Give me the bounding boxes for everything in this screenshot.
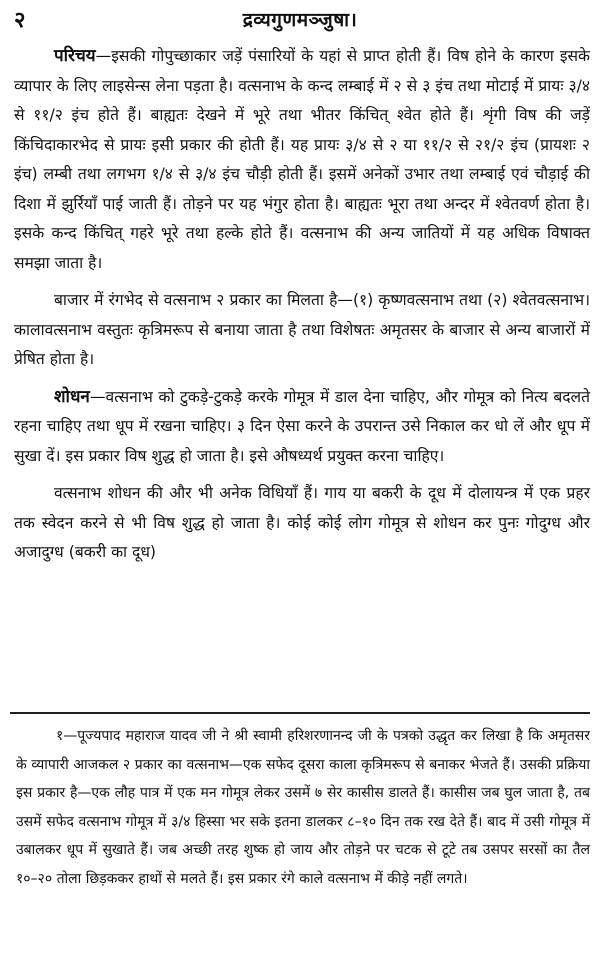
paragraph-other-methods xyxy=(14,479,590,568)
main-text xyxy=(14,42,590,576)
paragraph-text: वत्सनाभ शोधन की और भी अनेक विधियाँ हैं। गाय या बकरी के दूध में दोलायन्त्र में एक प्रहर तक स्वेदन करने से भी विष शुद्ध हो जाता है। कोई कोई लोग गोमूत्र से शोधन कर पुनः गोदुग्ध और अजादुग्ध (बकरी का दूध) xyxy=(14,484,590,561)
paragraph-market-varieties xyxy=(14,286,590,375)
footnote-text: १—पूज्यपाद महाराज यादव जी ने श्री स्वामी हरिशरणानन्द जी के पत्रको उद्धृत कर लिखा है कि अमृतसर के व्यापारी आजकल २ प्रकार का वत्सनाभ—एक सफेद दूसरा काला कृत्रिमरूप से बनाकर भेजते हैं। उसकी प्रक्रिया इस प्रकार है—एक लौह पात्र में एक मन गोमूत्र लेकर उसमें ७ सेर कासीस डालते हैं। कासीस जब घुल जाता है, तब उसमें सफेद वत्सनाभ गोमूत्र में ३/४ हिस्सा भर सके इतना डालकर ८–१० दिन तक रख देते हैं। बाद में उसी गोमूत्र में उबालकर धूप में सुखाते हैं। जब अच्छी तरह शुष्क हो जाय और तोड़ने पर चटक से टूटे तब उसपर सरसों का तैल १०–२० तोला छिड़ककर हाथों से मलते हैं। इस प्रकार रंगे काले वत्सनाभ में कीड़े नहीं लगते। xyxy=(16,728,590,887)
page-number: २ xyxy=(14,8,26,33)
running-title: द्रव्यगुणमञ्जुषा। xyxy=(242,9,358,31)
paragraph-purification xyxy=(14,383,590,472)
paragraph-text: —इसकी गोपुच्छाकार जड़ें पंसारियों के यहां से प्राप्त होती हैं। विष होने के कारण इसके व्यापार के लिए लाइसेन्स लेना पड़ता है। वत्सनाभ के कन्द लम्बाई में २ से ३ इंच तथा मोटाई में प्रायः ३/४ से ११/२ इंच होते हैं। बाह्यतः देखने में भूरे तथा भीतर किंचित् श्वेत होते हैं। शृंगी विष की जड़ें किंचिदाकारभेद से प्रायः इसी प्रकार की होती हैं। यह प्रायः ३/४ से २ या ११/२ से २१/२ इंच (प्रायशः २ इंच) लम्बी तथा लगभग १/४ से ३/४ इंच चौड़ी होती हैं। इसमें अनेकों उभार तथा लम्बाई एवं चौड़ाई की दिशा में झुर्रियाँ पाई जाती हैं। तोड़ने पर यह भंगुर होता है। बाह्यतः भूरा तथा अन्दर में श्वेतवर्ण होता है। इसके कन्द किंचित् गहरे भूरे तथा हल्के होते हैं। वत्सनाभ की अन्य जातियों में यह अधिक विषाक्त समझा जाता है। xyxy=(14,47,590,272)
section-heading-purification: शोधन xyxy=(54,386,90,407)
paragraph-introduction xyxy=(14,42,590,278)
footnote-divider xyxy=(10,712,590,714)
paragraph-text: —वत्सनाभ को टुकड़े-टुकड़े करके गोमूत्र में डाल देना चाहिए, और गोमूत्र को नित्य बदलते रहना चाहिए तथा धूप में रखना चाहिए। ३ दिन ऐसा करने के उपरान्त उसे निकाल कर धो लें और धूप में सुखा दें। इस प्रकार विष शुद्ध हो जाता है। इसे औषध्यर्थ प्रयुक्त करना चाहिए। xyxy=(14,387,590,465)
paragraph-text: बाजार में रंगभेद से वत्सनाभ २ प्रकार का मिलता है—(१) कृष्णवत्सनाभ तथा (२) श्वेतवत्सनाभ। कालावत्सनाभ वस्तुतः कृत्रिमरूप से बनाया जाता है तथा विशेषतः अमृतसर के बाजार से अन्य बाजारों में प्रेषित होता है। xyxy=(14,291,590,368)
page-header xyxy=(0,0,600,38)
footnote xyxy=(16,722,590,893)
section-heading-introduction: परिचय xyxy=(54,46,96,66)
